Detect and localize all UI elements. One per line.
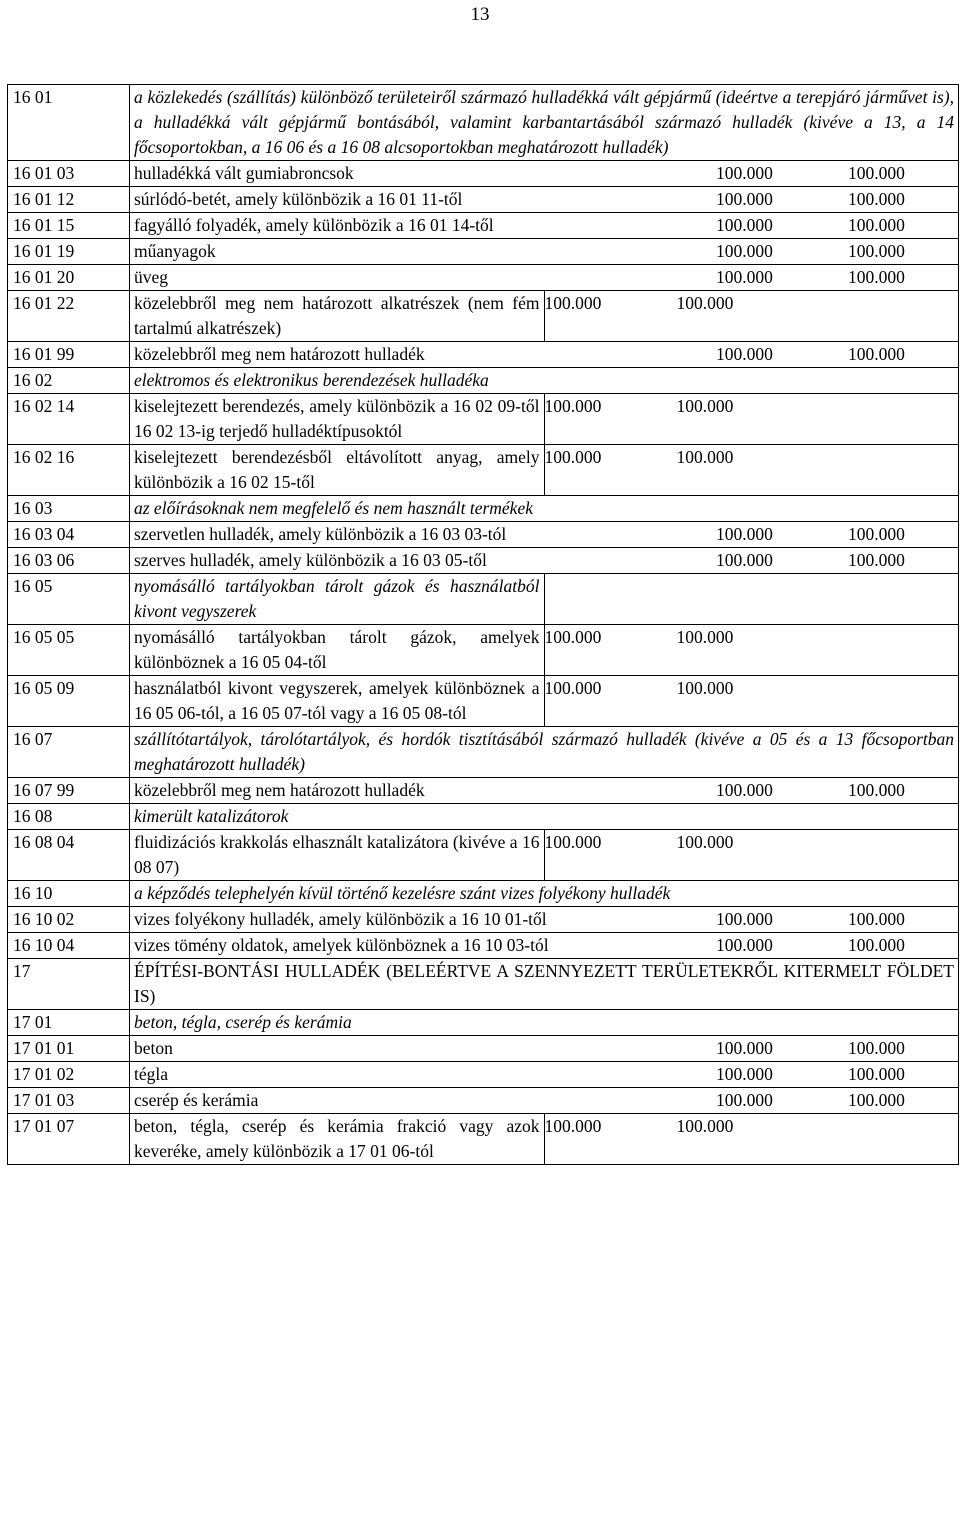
waste-description: közelebbről meg nem határozott hulladék	[134, 780, 425, 800]
value-pair	[716, 522, 938, 547]
value-pair	[545, 1114, 767, 1139]
quantity-value-1: 100.000	[544, 1116, 602, 1136]
waste-code: 17 01 07	[8, 1114, 130, 1165]
category-description: a közlekedés (szállítás) különböző területeiről származó hulladékká vált gépjármű (ideértve a terepjáró járművet is), a hulladékká vált gépjármű bontásából, valamint karbantartásából származó hulladék (kivéve a 13, a 14 főcsoportokban, a 16 06 és a 16 08 alcsoportokban meghatározott hulladék)	[130, 85, 959, 161]
table-row	[8, 574, 959, 625]
waste-code: 16 07	[8, 727, 130, 778]
waste-description: üveg	[134, 267, 169, 287]
quantity-value-1: 100.000	[716, 215, 773, 235]
quantity-value-1: 100.000	[716, 344, 773, 364]
waste-code: 16 05 09	[8, 676, 130, 727]
value-pair	[716, 1062, 938, 1087]
waste-code: 16 02	[8, 368, 130, 394]
quantity-value-1: 100.000	[544, 447, 602, 467]
waste-code: 16 10 02	[8, 907, 130, 933]
waste-code: 16 01 99	[8, 342, 130, 368]
waste-code: 16 10 04	[8, 933, 130, 959]
quantity-value-2: 100.000	[848, 1090, 905, 1110]
category-description: beton, tégla, cserép és kerámia	[130, 1010, 959, 1036]
value-pair	[716, 778, 938, 803]
category-description: ÉPÍTÉSI-BONTÁSI HULLADÉK (BELEÉRTVE A SZENNYEZETT TERÜLETEKRŐL KITERMELT FÖLDET IS)	[130, 959, 959, 1010]
quantity-value-2: 100.000	[848, 189, 905, 209]
quantity-value-2: 100.000	[848, 780, 905, 800]
quantity-value-2: 100.000	[676, 678, 734, 698]
waste-entry	[130, 522, 959, 548]
quantity-value-2: 100.000	[848, 550, 905, 570]
waste-description: műanyagok	[134, 241, 216, 261]
quantity-value-2: 100.000	[848, 909, 905, 929]
table-row	[8, 239, 959, 265]
waste-code-table	[7, 84, 959, 1165]
value-pair	[716, 187, 938, 212]
waste-entry	[130, 213, 959, 239]
waste-code: 16 01 03	[8, 161, 130, 187]
value-pair	[716, 1088, 938, 1113]
quantity-value-2: 100.000	[848, 935, 905, 955]
waste-code: 16 01 20	[8, 265, 130, 291]
table-row	[8, 522, 959, 548]
waste-entry	[130, 778, 959, 804]
value-pair	[545, 676, 767, 701]
waste-code: 16 08	[8, 804, 130, 830]
quantity-value-1: 100.000	[716, 241, 773, 261]
table-row	[8, 1114, 959, 1165]
waste-entry	[130, 342, 959, 368]
table-row	[8, 778, 959, 804]
quantity-value-1: 100.000	[716, 1064, 773, 1084]
waste-description: beton	[134, 1038, 173, 1058]
table-row	[8, 727, 959, 778]
value-pair	[716, 239, 938, 264]
waste-entry	[130, 265, 959, 291]
quantity-value-1: 100.000	[716, 935, 773, 955]
quantity-value-2: 100.000	[848, 267, 905, 287]
value-pair	[545, 445, 767, 470]
waste-code: 16 02 14	[8, 394, 130, 445]
waste-description: nyomásálló tartályokban tárolt gázok, amelyek különböznek a 16 05 04-től	[130, 625, 545, 676]
quantity-value-1: 100.000	[716, 1090, 773, 1110]
value-cell	[544, 830, 959, 881]
value-pair	[545, 830, 767, 855]
value-pair	[716, 265, 938, 290]
waste-description: vizes tömény oldatok, amelyek különböznek a 16 10 03-tól	[134, 935, 549, 955]
quantity-value-2: 100.000	[676, 627, 734, 647]
waste-code: 16 05 05	[8, 625, 130, 676]
waste-description: használatból kivont vegyszerek, amelyek különböznek a 16 05 06-tól, a 16 05 07-tól vagy a 16 05 08-tól	[130, 676, 545, 727]
table-body	[8, 85, 959, 1165]
waste-description: hulladékká vált gumiabroncsok	[134, 163, 354, 183]
waste-code: 16 07 99	[8, 778, 130, 804]
waste-code: 16 10	[8, 881, 130, 907]
category-description: a képződés telephelyén kívül történő kezelésre szánt vizes folyékony hulladék	[130, 881, 959, 907]
waste-code: 16 01 12	[8, 187, 130, 213]
quantity-value-1: 100.000	[544, 678, 602, 698]
table-row	[8, 394, 959, 445]
quantity-value-1: 100.000	[544, 627, 602, 647]
value-cell	[544, 676, 959, 727]
table-row	[8, 676, 959, 727]
quantity-value-1: 100.000	[716, 267, 773, 287]
value-pair	[545, 394, 767, 419]
table-row	[8, 445, 959, 496]
quantity-value-2: 100.000	[848, 215, 905, 235]
waste-description: közelebbről meg nem határozott hulladék	[134, 344, 425, 364]
value-pair	[545, 291, 767, 316]
waste-description: beton, tégla, cserép és kerámia frakció vagy azok keveréke, amely különbözik a 17 01 06-tól	[130, 1114, 545, 1165]
value-pair	[716, 1036, 938, 1061]
waste-code: 16 01 19	[8, 239, 130, 265]
quantity-value-2: 100.000	[676, 396, 734, 416]
value-pair	[716, 213, 938, 238]
category-description: szállítótartályok, tárolótartályok, és hordók tisztításából származó hulladék (kivéve a 05 és a 13 főcsoportban meghatározott hulladék)	[130, 727, 959, 778]
table-row	[8, 933, 959, 959]
waste-code: 17 01	[8, 1010, 130, 1036]
quantity-value-1: 100.000	[716, 780, 773, 800]
table-row	[8, 291, 959, 342]
waste-code: 16 08 04	[8, 830, 130, 881]
table-row	[8, 1010, 959, 1036]
quantity-value-2: 100.000	[676, 293, 734, 313]
quantity-value-1: 100.000	[716, 189, 773, 209]
waste-code: 16 01	[8, 85, 130, 161]
waste-entry	[130, 1062, 959, 1088]
table-row	[8, 342, 959, 368]
waste-code: 16 05	[8, 574, 130, 625]
waste-description: cserép és kerámia	[134, 1090, 259, 1110]
value-pair	[716, 161, 938, 186]
value-pair	[545, 625, 767, 650]
waste-code: 17	[8, 959, 130, 1010]
waste-code: 16 02 16	[8, 445, 130, 496]
table-row	[8, 187, 959, 213]
waste-code: 17 01 02	[8, 1062, 130, 1088]
waste-entry	[130, 548, 959, 574]
value-pair	[716, 548, 938, 573]
quantity-value-2: 100.000	[676, 832, 734, 852]
table-row	[8, 625, 959, 676]
quantity-value-2: 100.000	[676, 1116, 734, 1136]
waste-description: fluidizációs krakkolás elhasznált katalizátora (kivéve a 16 08 07)	[130, 830, 545, 881]
waste-entry	[130, 239, 959, 265]
waste-entry	[130, 161, 959, 187]
waste-description: tégla	[134, 1064, 169, 1084]
table-row	[8, 1036, 959, 1062]
quantity-value-1: 100.000	[716, 163, 773, 183]
table-row	[8, 496, 959, 522]
quantity-value-1: 100.000	[716, 550, 773, 570]
value-pair	[716, 907, 938, 932]
quantity-value-2: 100.000	[848, 241, 905, 261]
table-row	[8, 907, 959, 933]
waste-entry	[130, 1036, 959, 1062]
waste-description: kiselejtezett berendezésből eltávolított anyag, amely különbözik a 16 02 15-től	[130, 445, 545, 496]
quantity-value-2: 100.000	[848, 524, 905, 544]
table-row	[8, 548, 959, 574]
value-cell	[544, 574, 959, 625]
table-row	[8, 85, 959, 161]
waste-code: 16 01 15	[8, 213, 130, 239]
waste-entry	[130, 907, 959, 933]
value-cell	[544, 394, 959, 445]
waste-description: fagyálló folyadék, amely különbözik a 16 01 14-től	[134, 215, 494, 235]
table-row	[8, 804, 959, 830]
table-row	[8, 1088, 959, 1114]
table-row	[8, 368, 959, 394]
waste-description: vizes folyékony hulladék, amely különbözik a 16 10 01-től	[134, 909, 547, 929]
waste-code: 16 03 06	[8, 548, 130, 574]
table-row	[8, 213, 959, 239]
waste-description: szerves hulladék, amely különbözik a 16 03 05-től	[134, 550, 487, 570]
quantity-value-2: 100.000	[848, 1038, 905, 1058]
table-row	[8, 830, 959, 881]
value-pair	[716, 342, 938, 367]
quantity-value-2: 100.000	[848, 163, 905, 183]
table-row	[8, 881, 959, 907]
waste-code: 17 01 03	[8, 1088, 130, 1114]
waste-code: 17 01 01	[8, 1036, 130, 1062]
waste-description: súrlódó-betét, amely különbözik a 16 01 11-től	[134, 189, 463, 209]
quantity-value-2: 100.000	[676, 447, 734, 467]
category-description: elektromos és elektronikus berendezések hulladéka	[130, 368, 959, 394]
value-cell	[544, 291, 959, 342]
value-cell	[544, 445, 959, 496]
quantity-value-1: 100.000	[716, 909, 773, 929]
page-number: 13	[470, 4, 490, 25]
value-cell	[544, 1114, 959, 1165]
category-description: kimerült katalizátorok	[130, 804, 959, 830]
waste-description: szervetlen hulladék, amely különbözik a 16 03 03-tól	[134, 524, 507, 544]
quantity-value-2: 100.000	[848, 344, 905, 364]
waste-entry	[130, 933, 959, 959]
waste-description: közelebbről meg nem határozott alkatrészek (nem fém tartalmú alkatrészek)	[130, 291, 545, 342]
table-row	[8, 959, 959, 1010]
category-description: nyomásálló tartályokban tárolt gázok és használatból kivont vegyszerek	[130, 574, 545, 625]
waste-code: 16 03 04	[8, 522, 130, 548]
waste-entry	[130, 187, 959, 213]
table-row	[8, 1062, 959, 1088]
waste-description: kiselejtezett berendezés, amely különbözik a 16 02 09-től 16 02 13-ig terjedő hulladéktípusoktól	[130, 394, 545, 445]
table-row	[8, 265, 959, 291]
value-cell	[544, 625, 959, 676]
waste-entry	[130, 1088, 959, 1114]
quantity-value-1: 100.000	[544, 293, 602, 313]
waste-code: 16 01 22	[8, 291, 130, 342]
quantity-value-1: 100.000	[544, 832, 602, 852]
quantity-value-1: 100.000	[716, 1038, 773, 1058]
table-row	[8, 161, 959, 187]
category-description: az előírásoknak nem megfelelő és nem használt termékek	[130, 496, 959, 522]
quantity-value-1: 100.000	[544, 396, 602, 416]
value-pair	[716, 933, 938, 958]
waste-code: 16 03	[8, 496, 130, 522]
quantity-value-1: 100.000	[716, 524, 773, 544]
quantity-value-2: 100.000	[848, 1064, 905, 1084]
